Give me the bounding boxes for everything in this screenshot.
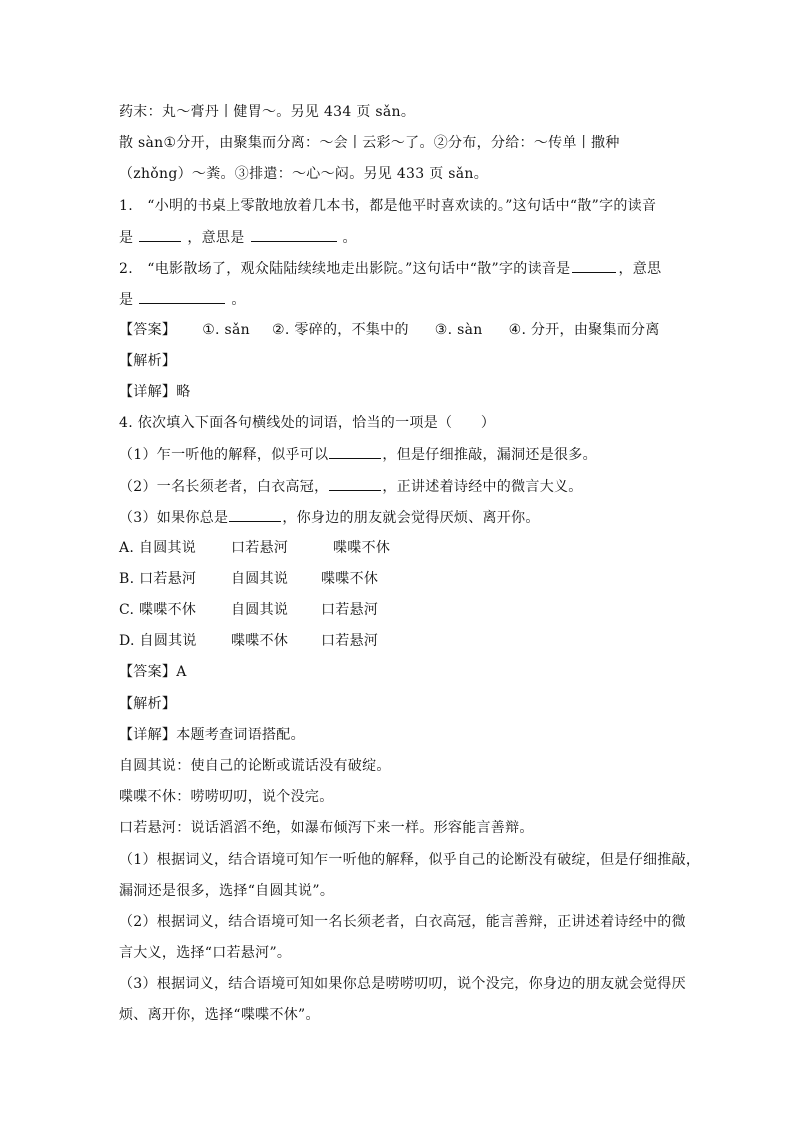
- question-2-line-2: [119, 289, 246, 310]
- option-a-word-1: A. 自圆其说: [119, 540, 197, 556]
- answer-line: [119, 320, 660, 340]
- question-1-text-c: 。: [342, 230, 357, 246]
- option-d-word-1: D. 自圆其说: [119, 633, 197, 649]
- explanation-2-line-1: （2）根据词义，结合语境可知一名长须老者，白衣高冠，能言善辩，正讲述着诗经中的微: [119, 914, 686, 930]
- option-a-word-2: 口若悬河: [231, 540, 289, 556]
- question-2-text-a: 2. “电影散场了，观众陆陆续续地走出影院。”这句话中“散”字的读音是: [119, 261, 571, 277]
- answer-item-2: ②. 零碎的，不集中的: [272, 322, 409, 338]
- answer-blank: [329, 476, 381, 491]
- sentence-1-a: （1）乍一听他的解释，似乎可以: [119, 447, 329, 463]
- definition-3: 口若悬河：说话滔滔不绝，如瀑布倾泻下来一样。形容能言善辩。: [119, 820, 534, 836]
- answer-4: 【答案】A: [119, 664, 187, 680]
- answer-blank: [139, 227, 181, 242]
- dict-entry-line-2: 散 sàn①分开，由聚集而分离：～会丨云彩～了。②分布，分给：～传单丨撒种: [119, 135, 620, 151]
- dict-entry-line-1: 药末：丸～膏丹丨健胃～。另见 434 页 sǎn。: [119, 104, 416, 120]
- question-1-text-b: ，意思是: [187, 230, 245, 246]
- answer-label: 【答案】: [119, 322, 177, 338]
- explanation-1-line-1: （1）根据词义，结合语境可知乍一听他的解释，似乎自己的论断没有破绽，但是仔细推敲，: [119, 852, 701, 868]
- question-1-line-2: [119, 227, 357, 248]
- question-2-text-c: 是: [119, 292, 134, 308]
- detail-4: 【详解】本题考查词语搭配。: [119, 727, 305, 743]
- definition-1: 自圆其说：使自己的论断或谎话没有破绽。: [119, 758, 391, 774]
- answer-blank: [329, 444, 381, 459]
- sentence-2-b: ，正讲述着诗经中的微言大义。: [382, 479, 583, 495]
- answer-blank: [229, 507, 281, 522]
- sentence-3-a: （3）如果你总是: [119, 510, 229, 526]
- sentence-1-b: ，但是仔细推敲，漏洞还是很多。: [382, 447, 597, 463]
- answer-blank: [251, 227, 337, 242]
- question-2-line-1: [119, 258, 661, 279]
- question-4-stem: 4. 依次填入下面各句横线处的词语，恰当的一项是（ ）: [119, 415, 496, 431]
- question-4-sentence-2: [119, 476, 583, 497]
- answer-blank: [139, 289, 225, 304]
- question-2-text-d: 。: [231, 292, 246, 308]
- sentence-3-b: ，你身边的朋友就会觉得厌烦、离开你。: [282, 510, 540, 526]
- analysis-heading: 【解析】: [119, 353, 177, 369]
- option-c-word-1: C. 喋喋不休: [119, 602, 197, 618]
- question-1-line-1: 1. “小明的书桌上零散地放着几本书，都是他平时喜欢读的。”这句话中“散”字的读音: [119, 198, 657, 214]
- question-4-sentence-1: [119, 444, 597, 465]
- sentence-2-a: （2）一名长须老者，白衣高冠，: [119, 479, 329, 495]
- option-c-word-3: 口若悬河: [321, 602, 379, 618]
- option-d-word-2: 喋喋不休: [231, 633, 289, 649]
- question-1-text-a: 是: [119, 230, 134, 246]
- analysis-heading-4: 【解析】: [119, 696, 177, 712]
- option-a-word-3: 喋喋不休: [333, 540, 391, 556]
- option-b-word-3: 喋喋不休: [321, 571, 379, 587]
- answer-item-4: ④. 分开，由聚集而分离: [508, 322, 660, 338]
- detail-heading: 【详解】略: [119, 384, 191, 400]
- option-c-word-2: 自圆其说: [231, 602, 289, 618]
- answer-blank: [572, 258, 616, 273]
- option-d-word-3: 口若悬河: [321, 633, 379, 649]
- answer-item-1: ①. sǎn: [202, 322, 251, 338]
- explanation-2-line-2: 言大义，选择“口若悬河”。: [119, 945, 292, 961]
- explanation-3-line-1: （3）根据词义，结合语境可知如果你总是唠唠叨叨，说个没完，你身边的朋友就会觉得厌: [119, 976, 686, 992]
- question-2-text-b: ，意思: [618, 261, 662, 277]
- option-b-word-1: B. 口若悬河: [119, 571, 197, 587]
- dict-entry-line-3: （zhǒng）～粪。③排遣：～心～闷。另见 433 页 sǎn。: [119, 166, 489, 182]
- explanation-3-line-2: 烦、离开你，选择“喋喋不休”。: [119, 1007, 320, 1023]
- answer-item-3: ③. sàn: [434, 322, 483, 338]
- definition-2: 喋喋不休：唠唠叨叨，说个没完。: [119, 789, 334, 805]
- question-4-sentence-3: [119, 507, 540, 528]
- option-b-word-2: 自圆其说: [231, 571, 289, 587]
- explanation-1-line-2: 漏洞还是很多，选择“自圆其说”。: [119, 883, 335, 899]
